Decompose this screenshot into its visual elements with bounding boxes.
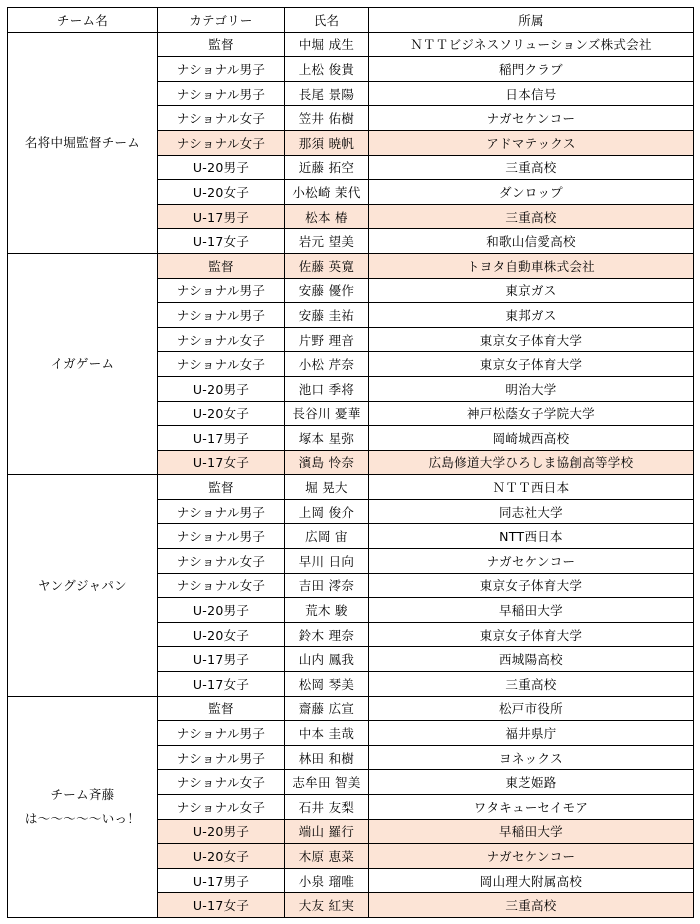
member-name-cell: 広岡 宙 — [285, 524, 369, 549]
category-cell: ナショナル男子 — [158, 81, 285, 106]
member-name-cell: 佐藤 英寛 — [285, 253, 369, 278]
category-cell: 監督 — [158, 253, 285, 278]
member-name-cell: 塚本 星弥 — [285, 426, 369, 451]
category-cell: ナショナル女子 — [158, 795, 285, 820]
category-cell: ナショナル男子 — [158, 524, 285, 549]
header-affiliation: 所属 — [369, 8, 694, 33]
team-roster-table — [7, 7, 694, 918]
affiliation-cell: 神戸松蔭女子学院大学 — [369, 401, 694, 426]
category-cell: 監督 — [158, 32, 285, 57]
affiliation-cell: ナガセケンコー — [369, 549, 694, 574]
category-cell: ナショナル女子 — [158, 549, 285, 574]
affiliation-cell: ナガセケンコー — [369, 106, 694, 131]
affiliation-cell: ＮＴＴ西日本 — [369, 475, 694, 500]
category-cell: U-17女子 — [158, 229, 285, 254]
table-row — [8, 696, 694, 721]
affiliation-cell: 東邦ガス — [369, 303, 694, 328]
affiliation-cell: 稲門クラブ — [369, 57, 694, 82]
member-name-cell: 松岡 琴美 — [285, 672, 369, 697]
header-team: チーム名 — [8, 8, 158, 33]
member-name-cell: 岩元 望美 — [285, 229, 369, 254]
header-row — [8, 8, 694, 33]
affiliation-cell: 東芝姫路 — [369, 770, 694, 795]
header-category: カテゴリー — [158, 8, 285, 33]
affiliation-cell: ＮＴＴビジネスソリューションズ株式会社 — [369, 32, 694, 57]
category-cell: U-20女子 — [158, 622, 285, 647]
category-cell: ナショナル女子 — [158, 352, 285, 377]
category-cell: U-17男子 — [158, 868, 285, 893]
member-name-cell: 片野 理音 — [285, 327, 369, 352]
affiliation-cell: 松戸市役所 — [369, 696, 694, 721]
member-name-cell: 吉田 澪奈 — [285, 573, 369, 598]
category-cell: ナショナル女子 — [158, 130, 285, 155]
table-row — [8, 253, 694, 278]
category-cell: U-20男子 — [158, 819, 285, 844]
affiliation-cell: トヨタ自動車株式会社 — [369, 253, 694, 278]
member-name-cell: 近藤 拓空 — [285, 155, 369, 180]
member-name-cell: 長尾 景陽 — [285, 81, 369, 106]
affiliation-cell: 三重高校 — [369, 155, 694, 180]
category-cell: U-17男子 — [158, 647, 285, 672]
affiliation-cell: 福井県庁 — [369, 721, 694, 746]
affiliation-cell: 広島修道大学ひろしま協創高等学校 — [369, 450, 694, 475]
affiliation-cell: 早稲田大学 — [369, 598, 694, 623]
affiliation-cell: 岡崎城西高校 — [369, 426, 694, 451]
member-name-cell: 小松 芹奈 — [285, 352, 369, 377]
affiliation-cell: ワタキューセイモア — [369, 795, 694, 820]
member-name-cell: 上岡 俊介 — [285, 499, 369, 524]
member-name-cell: 林田 和樹 — [285, 745, 369, 770]
category-cell: U-20女子 — [158, 401, 285, 426]
affiliation-cell: アドマテックス — [369, 130, 694, 155]
category-cell: U-17女子 — [158, 450, 285, 475]
member-name-cell: 山内 鳳我 — [285, 647, 369, 672]
affiliation-cell: NTT西日本 — [369, 524, 694, 549]
affiliation-cell: 三重高校 — [369, 672, 694, 697]
category-cell: U-20女子 — [158, 844, 285, 869]
member-name-cell: 那須 暁帆 — [285, 130, 369, 155]
affiliation-cell: ヨネックス — [369, 745, 694, 770]
member-name-cell: 安藤 優作 — [285, 278, 369, 303]
member-name-cell: 端山 羅行 — [285, 819, 369, 844]
affiliation-cell: 東京ガス — [369, 278, 694, 303]
category-cell: U-17女子 — [158, 672, 285, 697]
category-cell: ナショナル男子 — [158, 57, 285, 82]
member-name-cell: 長谷川 憂華 — [285, 401, 369, 426]
category-cell: 監督 — [158, 696, 285, 721]
team-name-cell: 名将中堀監督チーム — [8, 32, 158, 253]
team-name-cell: イガゲーム — [8, 253, 158, 474]
affiliation-cell: 早稲田大学 — [369, 819, 694, 844]
affiliation-cell: 三重高校 — [369, 204, 694, 229]
category-cell: ナショナル女子 — [158, 327, 285, 352]
category-cell: ナショナル男子 — [158, 721, 285, 746]
affiliation-cell: 東京女子体育大学 — [369, 352, 694, 377]
member-name-cell: 荒木 駿 — [285, 598, 369, 623]
member-name-cell: 木原 恵菜 — [285, 844, 369, 869]
team-name-cell: ヤングジャパン — [8, 475, 158, 696]
member-name-cell: 池口 季将 — [285, 376, 369, 401]
member-name-cell: 安藤 圭祐 — [285, 303, 369, 328]
member-name-cell: 志牟田 智美 — [285, 770, 369, 795]
affiliation-cell: 西城陽高校 — [369, 647, 694, 672]
member-name-cell: 早川 日向 — [285, 549, 369, 574]
affiliation-cell: ダンロップ — [369, 180, 694, 205]
category-cell: U-20女子 — [158, 180, 285, 205]
affiliation-cell: 和歌山信愛高校 — [369, 229, 694, 254]
table-row — [8, 32, 694, 57]
header-name: 氏名 — [285, 8, 369, 33]
member-name-cell: 濱島 怜奈 — [285, 450, 369, 475]
category-cell: U-20男子 — [158, 155, 285, 180]
member-name-cell: 齋藤 広宣 — [285, 696, 369, 721]
roster-body — [8, 32, 694, 917]
member-name-cell: 笠井 佑樹 — [285, 106, 369, 131]
member-name-cell: 中本 圭哉 — [285, 721, 369, 746]
affiliation-cell: 三重高校 — [369, 893, 694, 918]
category-cell: ナショナル男子 — [158, 745, 285, 770]
affiliation-cell: ナガセケンコー — [369, 844, 694, 869]
category-cell: U-20男子 — [158, 376, 285, 401]
member-name-cell: 松本 椿 — [285, 204, 369, 229]
member-name-cell: 鈴木 理奈 — [285, 622, 369, 647]
member-name-cell: 小松崎 茉代 — [285, 180, 369, 205]
member-name-cell: 堀 晃大 — [285, 475, 369, 500]
affiliation-cell: 東京女子体育大学 — [369, 327, 694, 352]
category-cell: ナショナル女子 — [158, 573, 285, 598]
table-row — [8, 475, 694, 500]
category-cell: ナショナル女子 — [158, 106, 285, 131]
member-name-cell: 上松 俊貴 — [285, 57, 369, 82]
category-cell: U-17男子 — [158, 204, 285, 229]
category-cell: U-17男子 — [158, 426, 285, 451]
affiliation-cell: 明治大学 — [369, 376, 694, 401]
team-name-cell: チーム斉藤 は～～～～～いっ！ — [8, 696, 158, 917]
category-cell: U-20男子 — [158, 598, 285, 623]
affiliation-cell: 岡山理大附属高校 — [369, 868, 694, 893]
category-cell: ナショナル男子 — [158, 499, 285, 524]
category-cell: ナショナル男子 — [158, 278, 285, 303]
affiliation-cell: 東京女子体育大学 — [369, 622, 694, 647]
member-name-cell: 中堀 成生 — [285, 32, 369, 57]
member-name-cell: 大友 紅実 — [285, 893, 369, 918]
category-cell: U-17女子 — [158, 893, 285, 918]
category-cell: ナショナル女子 — [158, 770, 285, 795]
affiliation-cell: 日本信号 — [369, 81, 694, 106]
affiliation-cell: 東京女子体育大学 — [369, 573, 694, 598]
affiliation-cell: 同志社大学 — [369, 499, 694, 524]
member-name-cell: 小泉 瑠唯 — [285, 868, 369, 893]
member-name-cell: 石井 友梨 — [285, 795, 369, 820]
category-cell: 監督 — [158, 475, 285, 500]
category-cell: ナショナル男子 — [158, 303, 285, 328]
